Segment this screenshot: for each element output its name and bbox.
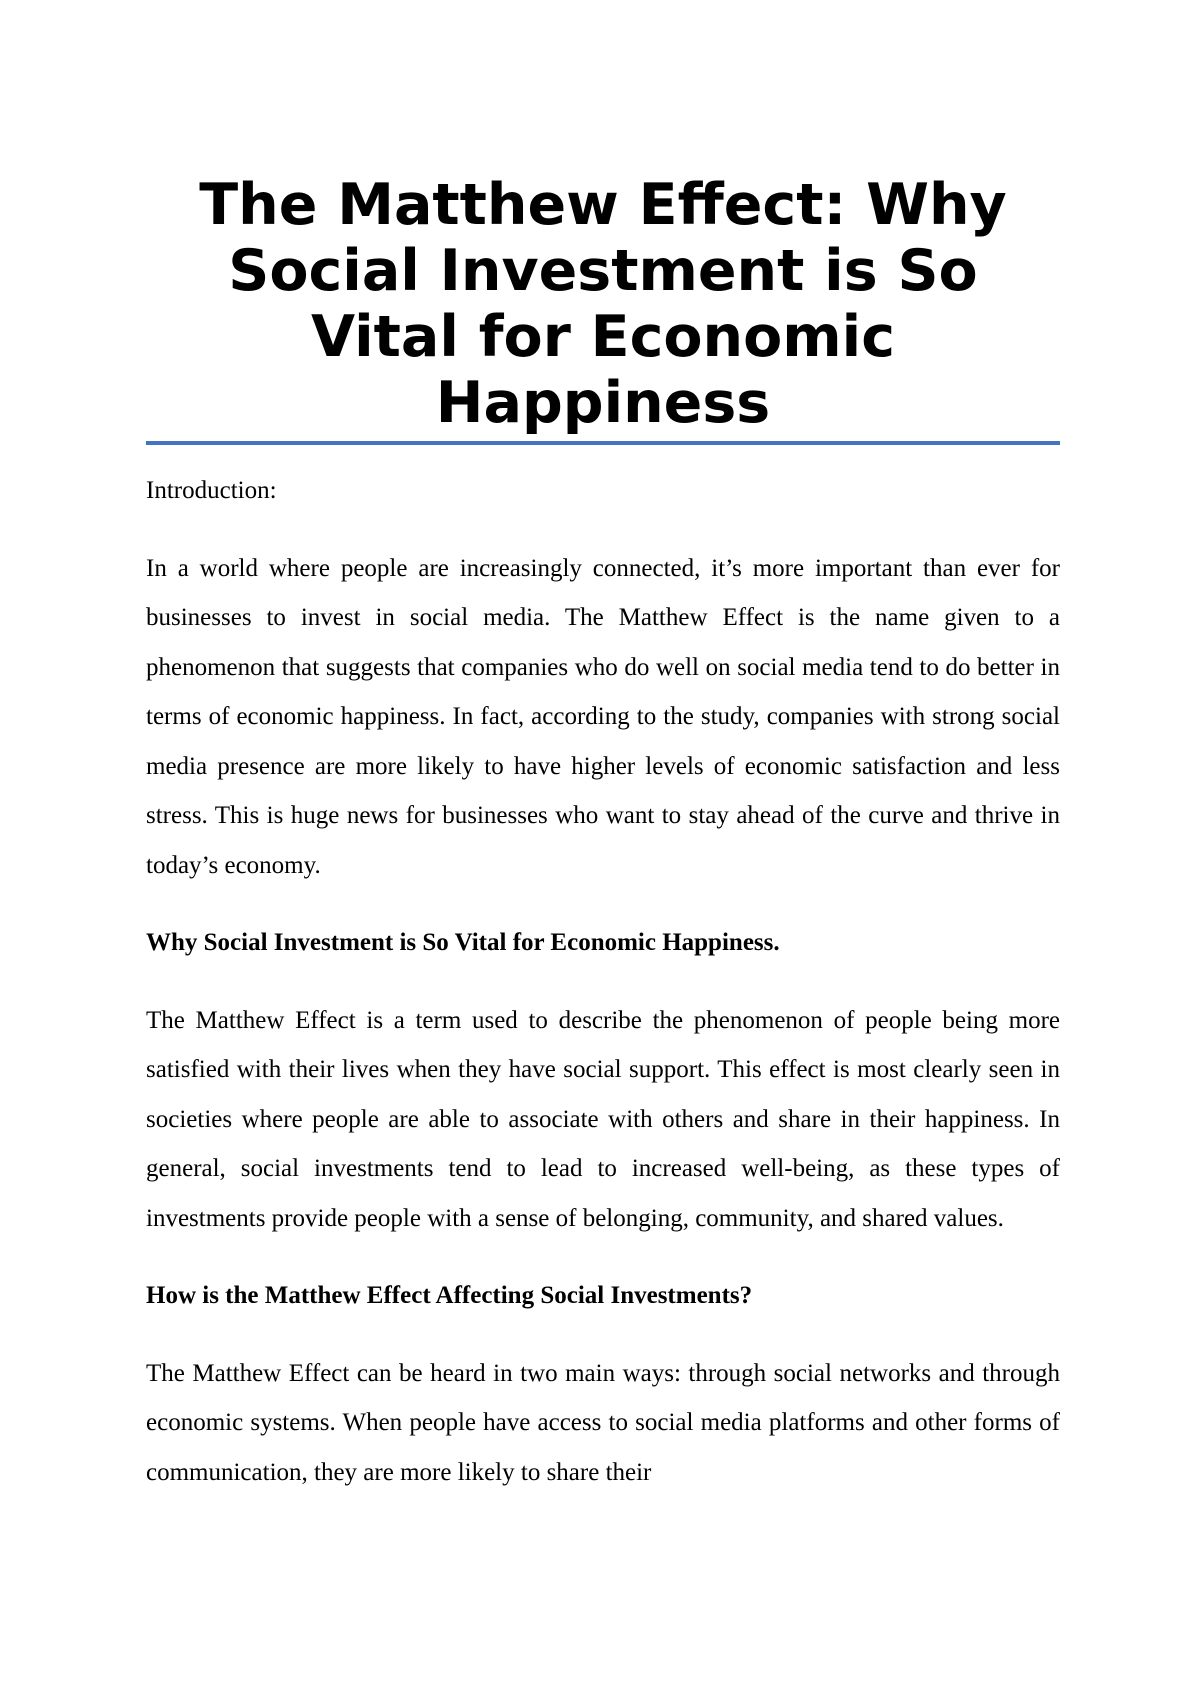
document-body <box>146 466 1060 1525</box>
document-title: The Matthew Effect: Why Social Investment is So Vital for Economic Happiness <box>199 172 1007 436</box>
paragraph-intro: In a world where people are increasingly connected, it’s more important than ever for businesses to invest in social media. The Matthew Effect is the name given to a phenomenon that suggests that companies who do well on social media tend to do better in terms of economic happiness. In fact, according to the study, companies with strong social media presence are more likely to have higher levels of economic satisfaction and less stress. This is huge news for businesses who want to stay ahead of the curve and thrive in today’s economy. <box>146 554 1060 879</box>
title-underline-rule <box>146 441 1060 445</box>
section-heading-how: How is the Matthew Effect Affecting Social Investments? <box>146 1282 753 1309</box>
intro-label: Introduction: <box>146 477 277 504</box>
section-heading-why: Why Social Investment is So Vital for Economic Happiness. <box>146 929 780 956</box>
paragraph-how: The Matthew Effect can be heard in two main ways: through social networks and through economic systems. When people have access to social media platforms and other forms of communication, they are more likely to share their <box>146 1359 1060 1486</box>
paragraph-why: The Matthew Effect is a term used to describe the phenomenon of people being more satisfied with their lives when they have social support. This effect is most clearly seen in societies where people are able to associate with others and share in their happiness. In general, social investments tend to lead to increased well-being, as these types of investments provide people with a sense of belonging, community, and shared values. <box>146 1006 1060 1232</box>
